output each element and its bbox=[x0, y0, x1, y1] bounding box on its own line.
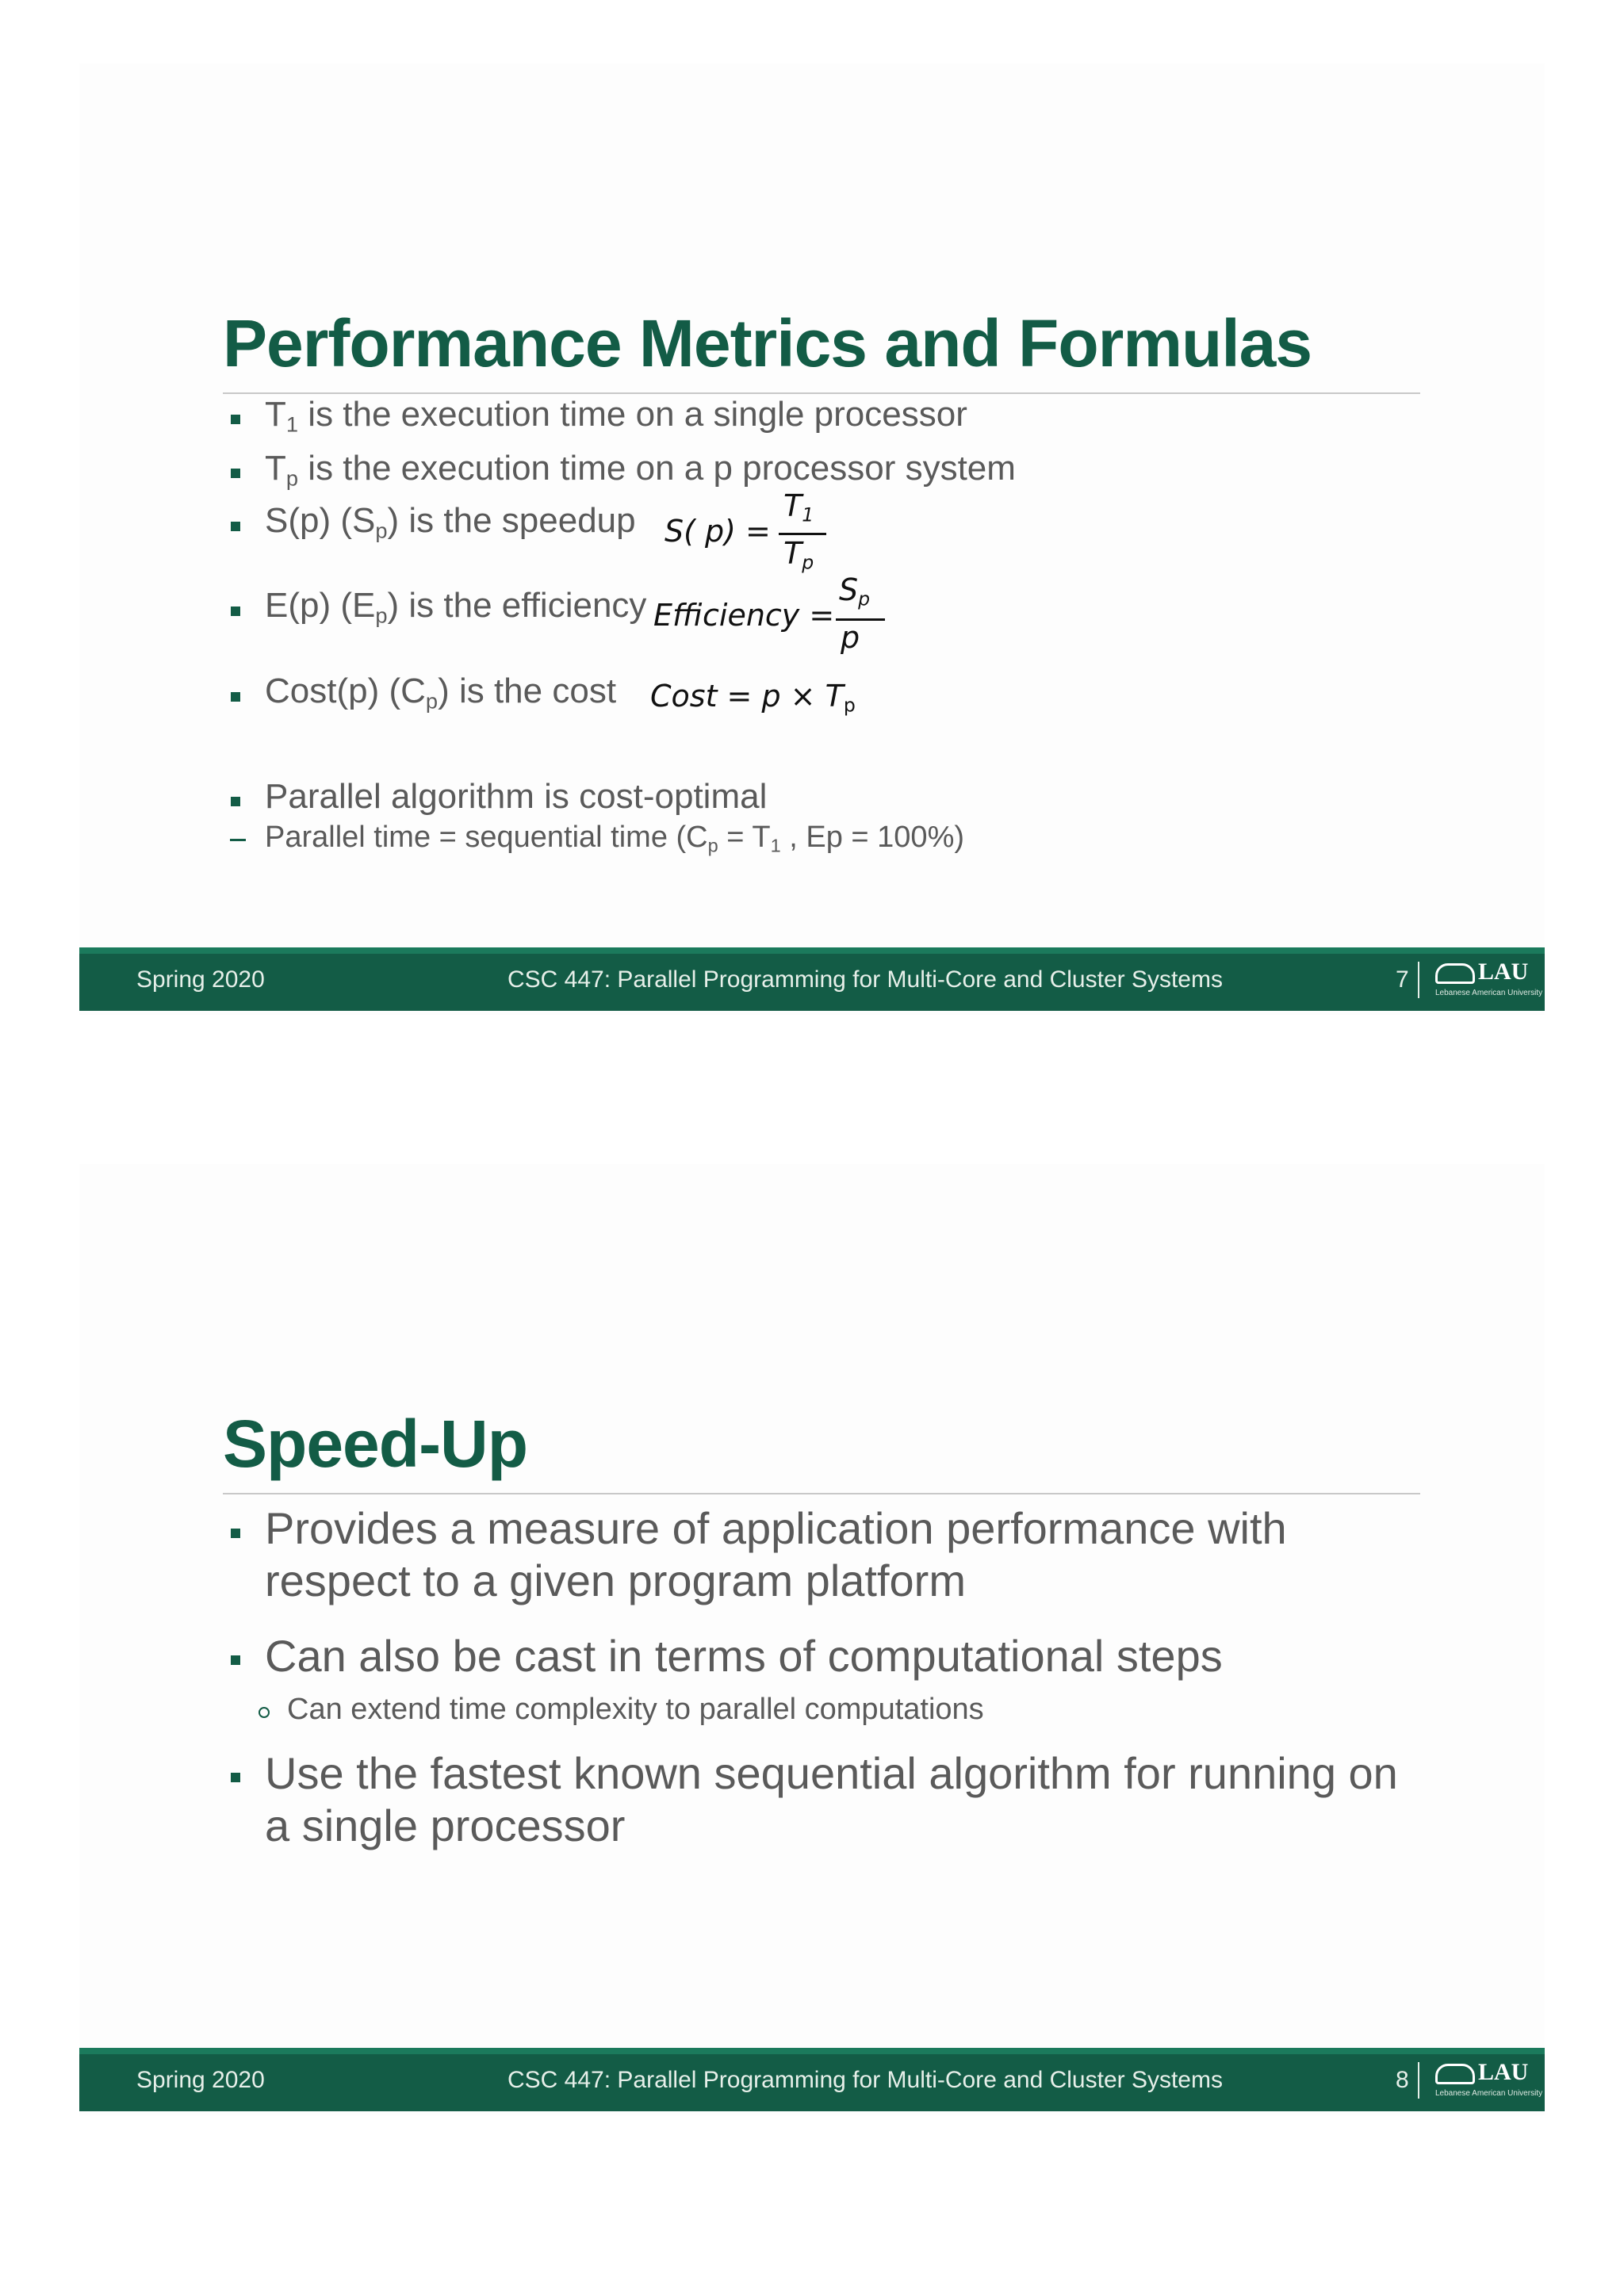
speedup-fraction-line bbox=[779, 533, 826, 535]
slide-7 bbox=[79, 63, 1545, 1015]
bullet-speedup: S(p) $(S_p)$ is the speedup bbox=[265, 501, 636, 543]
bullet-icon bbox=[231, 1773, 240, 1782]
bullet-t1: $T_1$ is the execution time on a single processor bbox=[265, 395, 967, 437]
footer-band bbox=[79, 2048, 1545, 2054]
bullet-computational-steps: Can also be cast in terms of computational steps bbox=[265, 1631, 1223, 1681]
slide-footer bbox=[79, 947, 1545, 1011]
bullet-icon bbox=[231, 1529, 240, 1538]
slide-8 bbox=[79, 1164, 1545, 2115]
bullet-tp: $T_p$ is the execution time on a p processor system bbox=[265, 449, 1016, 491]
bullet-icon bbox=[231, 522, 240, 531]
slide-title: Performance Metrics and Formulas bbox=[223, 306, 1312, 381]
title-rule bbox=[223, 392, 1420, 394]
bullet-icon bbox=[231, 692, 240, 702]
footer-course: CSC 447: Parallel Programming for Multi-Core and Cluster Systems bbox=[508, 966, 1223, 993]
dash-icon bbox=[230, 839, 246, 841]
footer-separator bbox=[1418, 2062, 1419, 2099]
lau-logo-icon bbox=[1435, 963, 1475, 984]
sub-bullet-time-complexity: Can extend time complexity to parallel computations bbox=[287, 1693, 984, 1726]
efficiency-denominator: p bbox=[841, 620, 860, 655]
footer-term: Spring 2020 bbox=[136, 966, 265, 993]
bullet-cost-optimal: Parallel algorithm is cost-optimal bbox=[265, 777, 768, 816]
footer-term: Spring 2020 bbox=[136, 2067, 265, 2093]
footer-page-number: 7 bbox=[1396, 966, 1409, 993]
footer-separator bbox=[1418, 962, 1419, 998]
title-rule bbox=[223, 1493, 1420, 1494]
bullet-efficiency: E(p) $(E_p)$ is the efficiency bbox=[265, 586, 647, 628]
speedup-numerator: $T_1$ bbox=[783, 488, 814, 526]
bullet-icon bbox=[231, 797, 240, 806]
cost-formula: Cost = $p \times T_p$ bbox=[650, 679, 856, 717]
circle-bullet-icon bbox=[259, 1707, 270, 1718]
speedup-denominator: $T_p$ bbox=[783, 536, 814, 574]
bullet-fastest-line2: a single processor bbox=[265, 1800, 626, 1850]
lau-logo: LAU Lebanese American University bbox=[1435, 959, 1543, 997]
bullet-icon bbox=[231, 607, 240, 616]
efficiency-formula-lhs: Efficiency = bbox=[653, 598, 835, 633]
bullet-measure-line2: respect to a given program platform bbox=[265, 1556, 966, 1605]
efficiency-numerator: $S_p$ bbox=[839, 572, 871, 610]
slide-footer bbox=[79, 2048, 1545, 2111]
bullet-cost: Cost(p) $(C_p)$ is the cost bbox=[265, 672, 617, 714]
bullet-icon bbox=[231, 415, 240, 424]
bullet-fastest-line1: Use the fastest known sequential algorithm for running on bbox=[265, 1748, 1398, 1798]
sub-bullet-parallel-time: Parallel time = sequential time ($C_p = T_1$ , Ep = 100%) bbox=[265, 821, 965, 856]
lau-logo-icon bbox=[1435, 2064, 1475, 2084]
lau-logo: LAU Lebanese American University bbox=[1435, 2059, 1543, 2098]
footer-page-number: 8 bbox=[1396, 2067, 1409, 2093]
footer-band bbox=[79, 947, 1545, 954]
footer-course: CSC 447: Parallel Programming for Multi-Core and Cluster Systems bbox=[508, 2067, 1223, 2093]
speedup-formula-lhs: S( p) = bbox=[665, 514, 771, 549]
bullet-measure-line1: Provides a measure of application performance with bbox=[265, 1503, 1287, 1553]
bullet-icon bbox=[231, 1655, 240, 1665]
bullet-icon bbox=[231, 469, 240, 478]
slide-title: Speed-Up bbox=[223, 1406, 528, 1481]
